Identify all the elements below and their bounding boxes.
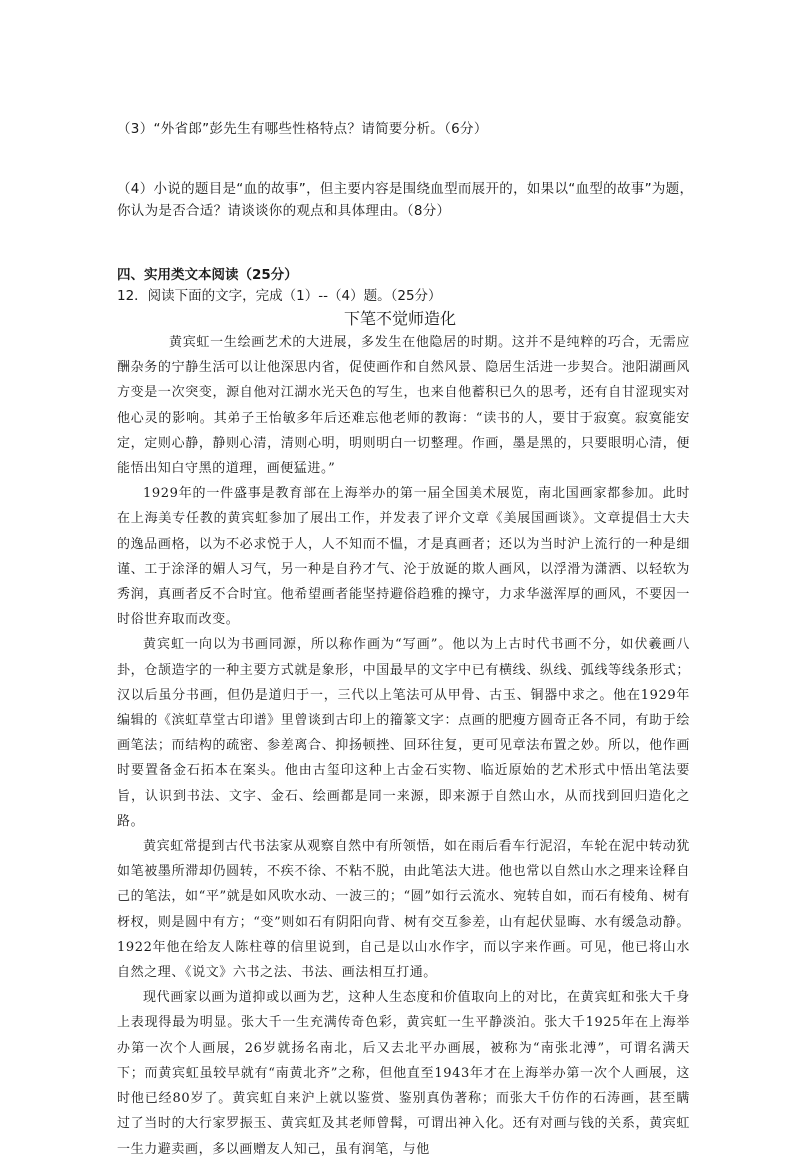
- article-paragraph-1: 黄宾虹一生绘画艺术的大进展，多发生在他隐居的时期。这并不是纯粹的巧合，无需应酬杂务的宁静生活可以让他深思内省，促使画作和自然风景、隐居生活进一步契合。池阳湖画风方变是一次突变，源自他对江湖水光天色的写生，也来自他蓄积已久的思考，还有自甘涩现实对他心灵的影响。其弟子王怡敏多年后还难忘他老师的教诲：“读书的人，要甘于寂寞。寂寞能安定，定则心静，静则心清，清则心明，明则明白一切整理。作画，墨是黑的，只要眼明心清，便能悟出知白守黑的道理，画便猛进。”: [117, 335, 690, 477]
- question-3: （3）“外省郎”彭先生有哪些性格特点？请简要分析。（6分）: [117, 121, 488, 137]
- question-12-instruction: 12．阅读下面的文字，完成（1）--（4）题。（25分）: [117, 288, 442, 304]
- question-4: （4）小说的题目是“血的故事”，但主要内容是围绕血型而展开的，如果以“血型的故事”为题，你认为是否合适？请谈谈你的观点和具体理由。（8分）: [117, 181, 694, 219]
- article-title: 下笔不觉师造化: [343, 309, 456, 328]
- article-body: [117, 330, 690, 1162]
- article-paragraph-5: 现代画家以画为道抑或以画为艺，这种人生态度和价值取向上的对比，在黄宾虹和张大千身上表现得最为明显。张大千一生充满传奇色彩，黄宾虹一生平静淡泊。张大千1925年在上海举办第一次个人画展，26岁就扬名南北，后又去北平办画展，被称为“南张北溥”，可谓名满天下；而黄宾虹虽较早就有“南黄北齐”之称，但他直至1943年才在上海举办第一次个人画展，这时他已经80岁了。黄宾虹自来沪上就以鉴赏、鉴别真伪著称；而张大千仿作的石涛画，甚至瞒过了当时的大行家罗振玉、黄宾虹及其老师曾髯，可谓出神入化。还有对画与钱的关系，黄宾虹一生力避卖画，多以画赠友人知己，虽有润笔，与他: [117, 990, 690, 1157]
- section-heading: 四、实用类文本阅读（25分）: [117, 267, 298, 283]
- article-paragraph-4: 黄宾虹常提到古代书法家从观察自然中有所领悟，如在雨后看车行泥沼，车轮在泥中转动犹如笔被墨所滞却仍圆转，不疾不徐、不粘不脱，由此笔法大进。他也常以自然山水之理来诠释自己的笔法，如“平”就是如风吹水动、一波三的；“圆”如行云流水、宛转自如，而石有棱角、树有枒杈，则是圆中有方；“变”则如石有阴阳向背、树有交互参差，山有起伏显晦、水有缓急动静。1922年他在给友人陈柱尊的信里说到，自己是以山水作字，而以字来作画。可见，他已将山水自然之理、《说文》六书之法、书法、画法相互打通。: [117, 839, 690, 981]
- article-paragraph-3: 黄宾虹一向以为书画同源，所以称作画为“写画”。他以为上古时代书画不分，如伏羲画八卦，仓颉造字的一种主要方式就是象形，中国最早的文字中已有横线、纵线、弧线等线条形式；汉以后虽分书画，但仍是道归于一，三代以上笔法可从甲骨、古玉、铜器中求之。他在1929年编辑的《滨虹草堂古印谱》里曾谈到古印上的籀篆文字：点画的肥瘦方圆奇正各不同，有助于绘画笔法；而结构的疏密、参差离合、抑扬顿挫、回环往复，更可见章法布置之妙。所以，他作画时要置备金石拓本在案头。他由古玺印这种上古金石实物、临近原始的艺术形式中悟出笔法要旨，认识到书法、文字、金石、绘画都是同一来源，即来源于自然山水，从而找到回归造化之路。: [117, 637, 690, 829]
- article-paragraph-2: 1929年的一件盛事是教育部在上海举办的第一届全国美术展览，南北国画家都参加。此时在上海美专任教的黄宾虹参加了展出工作，并发表了评介文章《美展国画谈》。文章提倡士大夫的逸品画格，以为不必求悦于人，人不知而不愠，才是真画者；还以为当时沪上流行的一种是细谨、工于涂泽的媚人习气，另一种是自矜才气、沦于放诞的欺人画风，以浮滑为潇洒、以轻软为秀润，真画者反不合时宜。他希望画者能坚持避俗趋雅的操守，力求华滋浑厚的画风，不要因一时俗世弃取而改变。: [117, 486, 690, 628]
